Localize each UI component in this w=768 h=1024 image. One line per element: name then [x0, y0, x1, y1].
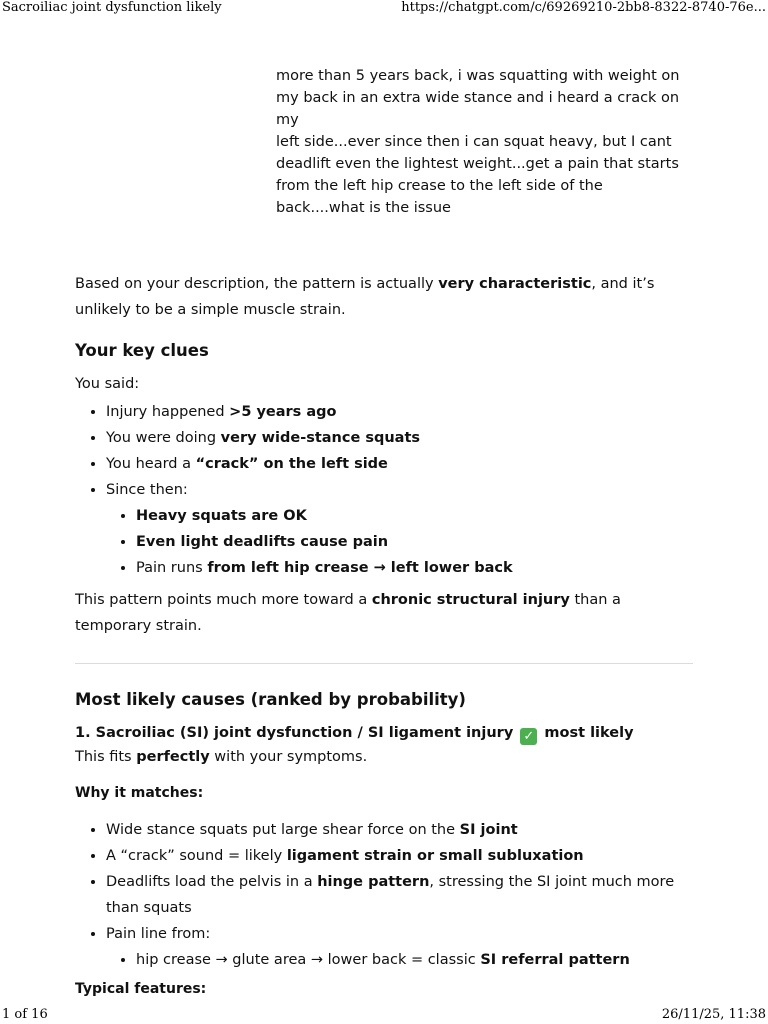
page-title: Sacroiliac joint dysfunction likely — [2, 0, 222, 15]
page-url[interactable]: https://chatgpt.com/c/69269210-2bb8-8322-8740-76e... — [401, 0, 766, 15]
user-message-line: left side...ever since then i can squat heavy, but I cant — [276, 134, 672, 150]
list-item: • hip crease → glute area → lower back = classic SI referral pattern — [136, 947, 693, 973]
cause-1-description: This fits perfectly with your symptoms. — [75, 749, 368, 765]
list-item: • Heavy squats are OK — [136, 503, 693, 529]
print-datetime: 26/11/25, 11:38 — [661, 1007, 766, 1022]
conversation — [75, 60, 693, 1001]
user-message — [276, 65, 686, 219]
pattern-paragraph: This pattern points much more toward a chronic structural injury than a temporary strain. — [75, 592, 621, 634]
causes-heading: Most likely causes (ranked by probability) — [75, 690, 466, 709]
list-item: • Pain line from: • hip crease → glute area → lower back = classic SI referral pattern — [106, 921, 693, 973]
key-clues-list — [75, 399, 693, 581]
list-item: • You heard a “crack” on the left side — [106, 451, 693, 477]
why-sublist — [106, 947, 693, 973]
check-mark-icon: ✓ — [520, 728, 537, 745]
list-item: • Injury happened >5 years ago — [106, 399, 693, 425]
list-item: • Since then: • Heavy squats are OK • Even light deadlifts cause pain • Pain runs from left hip crease → left lower back — [106, 477, 693, 581]
list-item: • Pain runs from left hip crease → left lower back — [136, 555, 693, 581]
key-clues-intro: You said: — [75, 376, 140, 392]
user-message-line: more than 5 years back, i was squatting with weight on — [276, 68, 680, 84]
section-divider — [75, 663, 693, 664]
key-clues-heading: Your key clues — [75, 341, 209, 360]
print-header — [0, 0, 768, 18]
list-item: • Wide stance squats put large shear force on the SI joint — [106, 817, 693, 843]
list-item: • Even light deadlifts cause pain — [136, 529, 693, 555]
list-item: • A “crack” sound = likely ligament strain or small subluxation — [106, 843, 693, 869]
page-number: 1 of 16 — [2, 1007, 48, 1022]
key-clues-sublist — [106, 503, 693, 581]
user-message-line: back....what is the issue — [276, 200, 451, 216]
user-message-line: from the left hip crease to the left side of the — [276, 178, 603, 194]
user-message-line: deadlift even the lightest weight...get a pain that starts — [276, 156, 679, 172]
list-item: • You were doing very wide-stance squats — [106, 425, 693, 451]
intro-paragraph: Based on your description, the pattern is actually very characteristic, and it’s unlikely to be a simple muscle strain. — [75, 276, 655, 318]
cause-1-title: 1. Sacroiliac (SI) joint dysfunction / SI ligament injury ✓ most likely — [75, 725, 634, 744]
assistant-response — [75, 271, 693, 1001]
list-item: • Deadlifts load the pelvis in a hinge pattern, stressing the SI joint much more than squats — [106, 869, 693, 921]
print-footer — [0, 1007, 768, 1023]
why-heading: Why it matches: — [75, 785, 204, 801]
typical-features-heading: Typical features: — [75, 981, 207, 997]
user-message-line: my back in an extra wide stance and i heard a crack on my — [276, 90, 680, 128]
why-list — [75, 817, 693, 973]
